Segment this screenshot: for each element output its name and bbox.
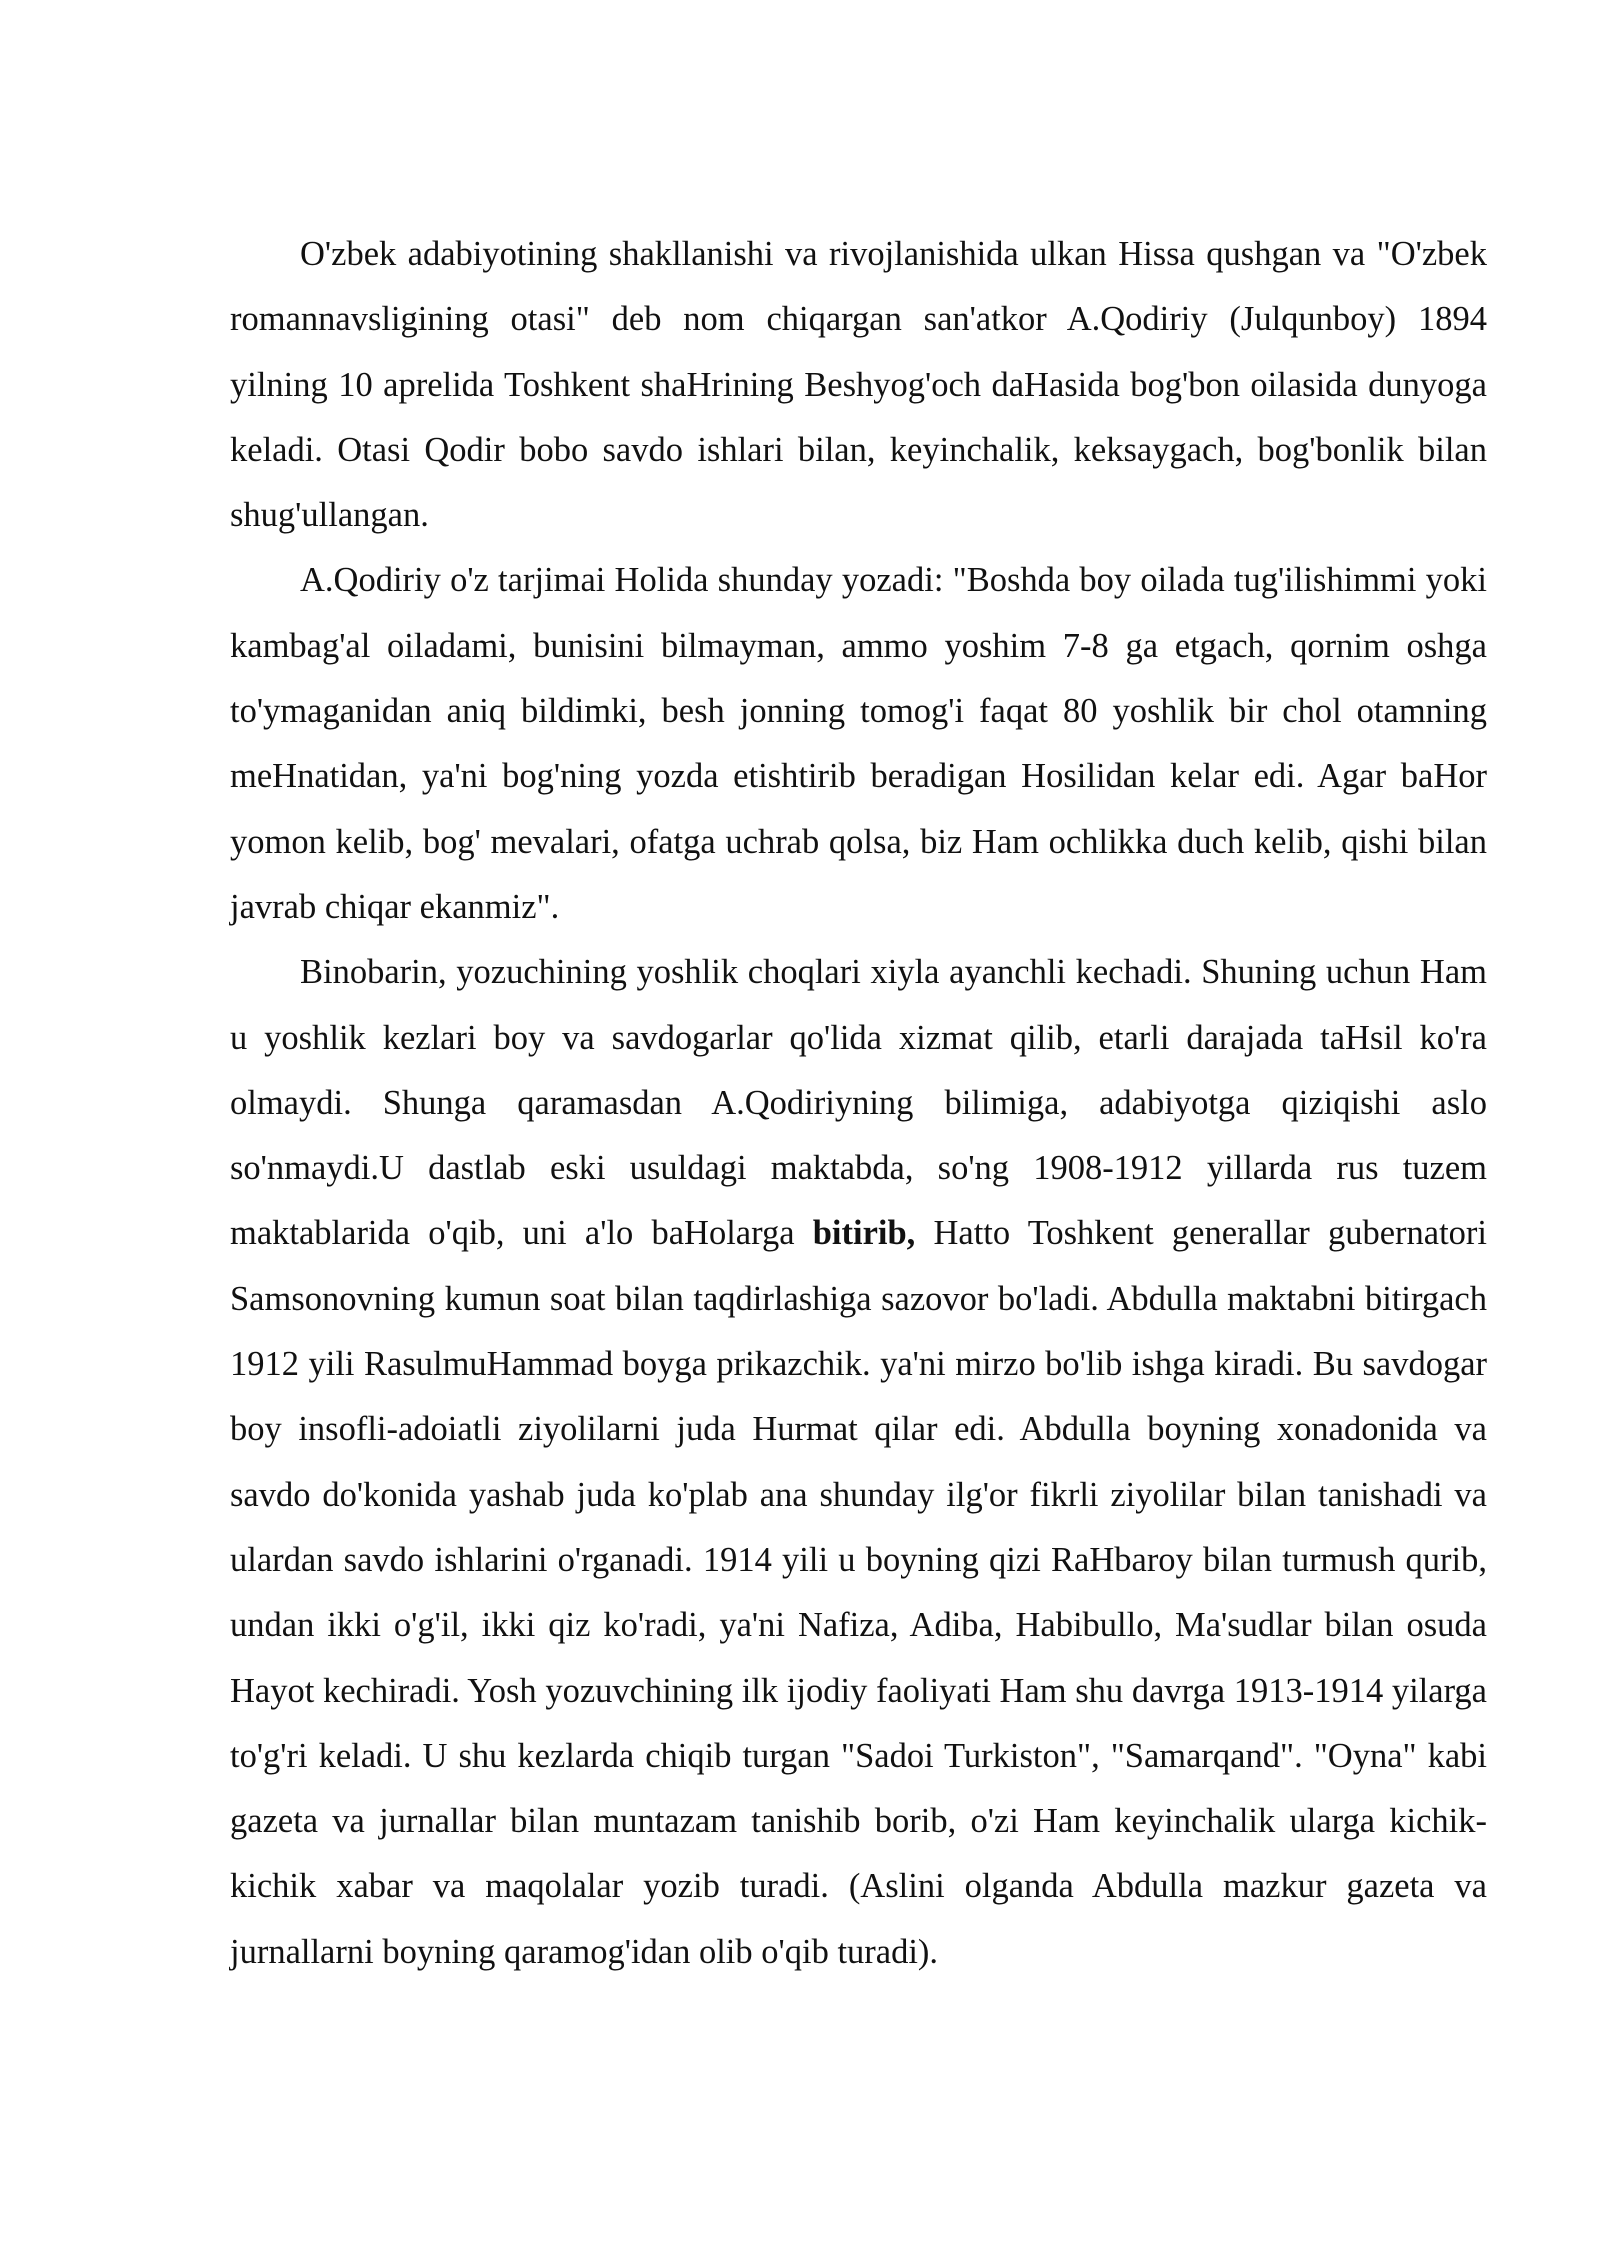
document-body [230, 222, 1487, 1985]
paragraph-2: A.Qodiriy o'z tarjimai Holida shunday yozadi: "Boshda boy oilada tug'ilishimmi yoki kambag'al oiladami, bunisini bilmayman, ammo yoshim 7-8 ga etgach, qornim oshga to'ymaganidan aniq bildimki, besh jonning tomog'i faqat 80 yoshlik bir chol otamning meHnatidan, ya'ni bog'ning yozda etishtirib beradigan Hosilidan kelar edi. Agar baHor yomon kelib, bog' mevalari, ofatga uchrab qolsa, biz Ham ochlikka duch kelib, qishi bilan javrab chiqar ekanmiz". [230, 561, 1487, 926]
paragraph-3-text-end: Hatto Toshkent generallar gubernatori Samsonovning kumun soat bilan taqdirlashiga sazovor bo'ladi. Abdulla maktabni bitirgach 1912 yili RasulmuHammad boyga prikazchik. ya'ni mirzo bo'lib ishga kiradi. Bu savdogar boy insofli-adoiatli ziyolilarni juda Hurmat qilar edi. Abdulla boyning xonadonida va savdo do'konida yashab juda ko'plab ana shunday ilg'or fikrli ziyolilar bilan tanishadi va ulardan savdo ishlarini o'rganadi. 1914 yili u boyning qizi RaHbaroy bilan turmush qurib, undan ikki o'g'il, ikki qiz ko'radi, ya'ni Nafiza, Adiba, Habibullo, Ma'sudlar bilan osuda Hayot kechiradi. Yosh yozuvchining ilk ijodiy faoliyati Ham shu davrga 1913-1914 yilarga to'g'ri keladi. U shu kezlarda chiqib turgan "Sadoi Turkiston", "Samarqand". "Oyna" kabi gazeta va jurnallar bilan muntazam tanishib borib, o'zi Ham keyinchalik ularga kichik-kichik xabar va maqolalar yozib turadi. (Aslini olganda Abdulla mazkur gazeta va jurnallarni boyning qaramog'idan olib o'qib turadi). [230, 1214, 1488, 1971]
paragraph-3-text-start: Binobarin, yozuchining yoshlik choqlari xiyla ayanchli kechadi. Shuning uchun Ham u yoshlik kezlari boy va savdogarlar qo'lida xizmat qilib, etarli darajada taHsil ko'ra olmaydi. Shunga qaramasdan A.Qodiriyning bilimiga, adabiyotga qiziqishi aslo so'nmaydi.U dastlab eski usuldagi maktabda, so'ng 1908-1912 yillarda rus tuzem maktablarida o'qib, uni a'lo baHolarga [230, 953, 1487, 1253]
paragraph-3 [230, 940, 1487, 1985]
paragraph-1: O'zbek adabiyotining shakllanishi va rivojlanishida ulkan Hissa qushgan va "O'zbek romannavsligining otasi" deb nom chiqargan san'atkor A.Qodiriy (Julqunboy) 1894 yilning 10 aprelida Toshkent shaHrining Beshyog'och daHasida bog'bon oilasida dunyoga keladi. Otasi Qodir bobo savdo ishlari bilan, keyinchalik, keksaygach, bog'bonlik bilan shug'ullangan. [230, 235, 1487, 535]
paragraph-3-bold-word: bitirib, [812, 1214, 916, 1253]
